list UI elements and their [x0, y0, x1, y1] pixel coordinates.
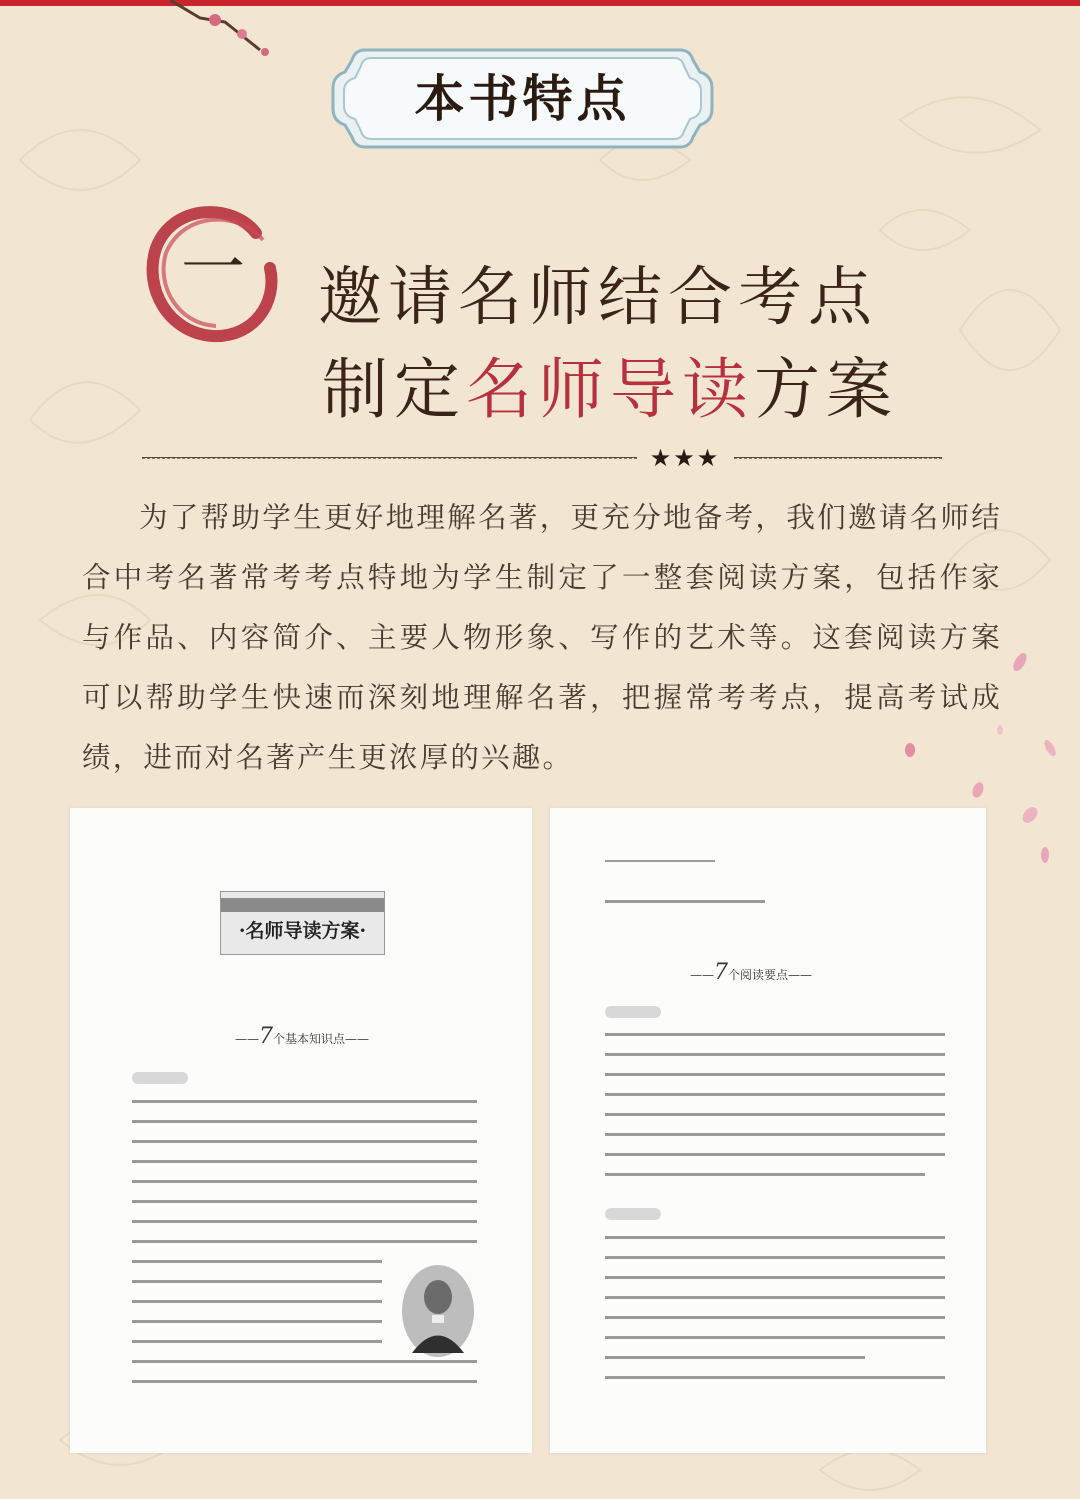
left-subheading-number: 7 — [259, 1024, 273, 1049]
text-line — [605, 1153, 945, 1156]
section-tag — [605, 1208, 661, 1220]
falling-petals-decoration — [900, 640, 1070, 870]
text-line — [132, 1220, 477, 1223]
text-line — [605, 1093, 945, 1096]
section-number: 一 — [181, 232, 245, 306]
text-line — [132, 1120, 477, 1123]
text-line — [132, 1300, 382, 1303]
author-portrait-image — [400, 1263, 476, 1359]
right-subheading-text: 个阅读要点 — [728, 968, 789, 982]
book-page-right — [550, 808, 986, 1453]
text-line — [605, 1336, 945, 1339]
divider-stars: ★★★ — [649, 444, 721, 472]
heading-line2-post: 方案 — [754, 351, 898, 428]
text-line — [132, 1160, 477, 1163]
heading-line2-accent: 名师导读 — [466, 351, 754, 428]
right-subheading-number: 7 — [714, 960, 728, 985]
right-subheading: ——7个阅读要点—— — [690, 960, 813, 985]
text-line — [605, 1113, 945, 1116]
section-tag — [132, 1072, 188, 1084]
banner-small-strip — [221, 898, 384, 912]
section-heading-line1: 邀请名师结合考点 — [318, 261, 878, 335]
text-line — [605, 1236, 945, 1239]
text-line — [132, 1260, 382, 1263]
text-line — [132, 1200, 477, 1203]
text-line — [132, 1100, 477, 1103]
text-line — [605, 1356, 865, 1359]
page-banner — [220, 891, 385, 955]
section-number-mark — [138, 198, 288, 348]
text-line — [605, 1256, 945, 1259]
left-subheading-text: 个基本知识点 — [273, 1032, 346, 1046]
text-line — [605, 1173, 925, 1176]
text-line — [132, 1180, 477, 1183]
divider-line-left — [142, 457, 637, 459]
text-line — [605, 1073, 945, 1076]
section-tag — [605, 1006, 661, 1018]
text-line — [605, 900, 765, 903]
text-line — [132, 1360, 477, 1363]
text-line — [605, 1376, 945, 1379]
section-heading-line2 — [322, 336, 898, 431]
star-divider — [142, 443, 942, 473]
intro-paragraph: 为了帮助学生更好地理解名著，更充分地备考，我们邀请名师结合中考名著常考考点特地为学生制定了一整套阅读方案，包括作家与作品、内容简介、主要人物形象、写作的艺术等。这套阅读方案可以帮助学生快速而深刻地理解名著，把握常考考点，提高考试成绩，进而对名著产生更浓厚的兴趣。 — [82, 501, 1002, 774]
text-line — [132, 1140, 477, 1143]
text-line — [605, 1276, 945, 1279]
plum-branch-decoration — [170, 0, 290, 80]
text-line — [605, 1133, 945, 1136]
text-line — [605, 1033, 945, 1036]
left-subheading: ——7个基本知识点—— — [235, 1024, 370, 1049]
text-line — [605, 1316, 945, 1319]
text-line — [132, 1320, 382, 1323]
title-text: 本书特点 — [414, 69, 631, 128]
divider-line-right — [734, 457, 942, 459]
book-page-left — [70, 808, 532, 1453]
text-line — [132, 1240, 477, 1243]
heading-line2-pre: 制定 — [322, 351, 466, 428]
text-line — [605, 1053, 945, 1056]
text-line — [132, 1380, 477, 1383]
title-plaque — [325, 42, 720, 155]
text-line — [132, 1340, 382, 1343]
running-header — [605, 860, 715, 862]
text-line — [605, 1296, 945, 1299]
banner-title: ·名师导读方案· — [238, 920, 367, 942]
text-line — [132, 1280, 382, 1283]
